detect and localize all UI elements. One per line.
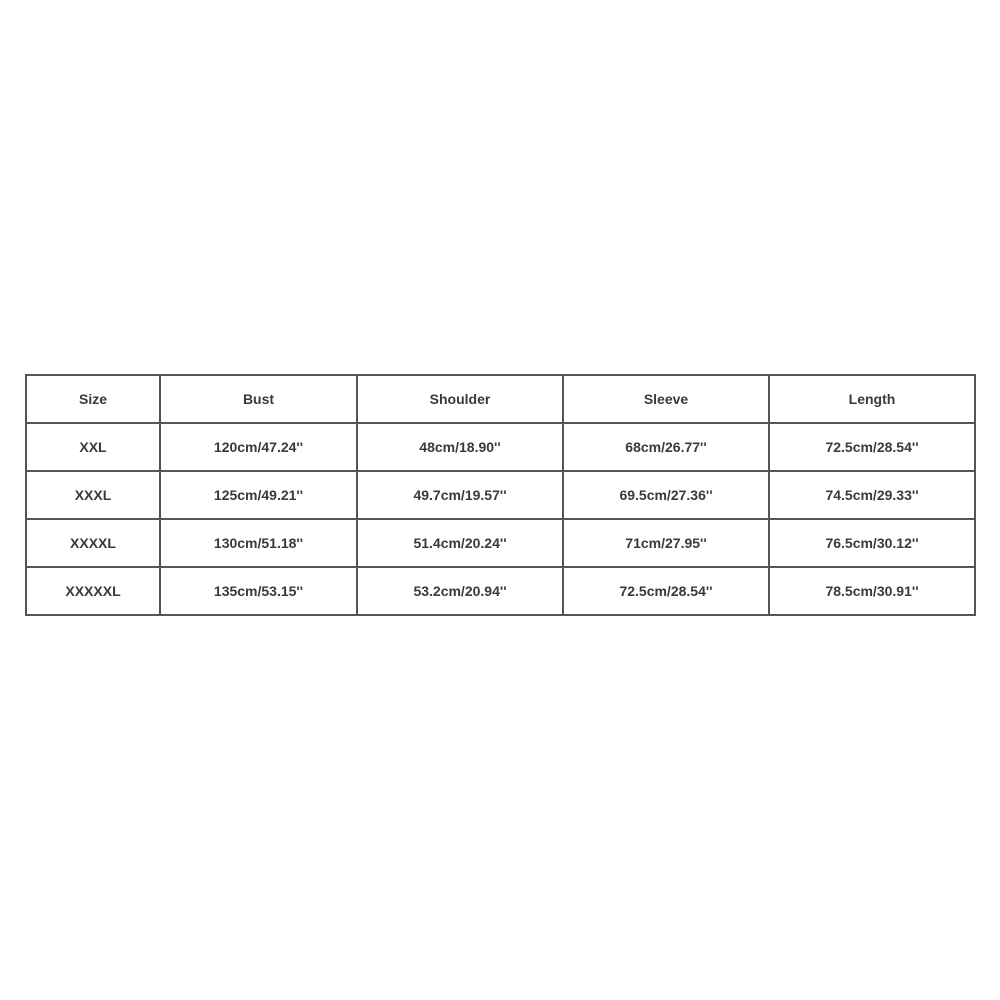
cell-size: XXXL (26, 471, 160, 519)
cell-length: 72.5cm/28.54'' (769, 423, 975, 471)
cell-shoulder: 51.4cm/20.24'' (357, 519, 563, 567)
cell-length: 76.5cm/30.12'' (769, 519, 975, 567)
cell-shoulder: 48cm/18.90'' (357, 423, 563, 471)
table-header-row (26, 375, 975, 423)
cell-shoulder: 49.7cm/19.57'' (357, 471, 563, 519)
cell-size: XXL (26, 423, 160, 471)
cell-bust: 130cm/51.18'' (160, 519, 357, 567)
table-row (26, 567, 975, 615)
size-chart-table (25, 374, 976, 616)
cell-size: XXXXXL (26, 567, 160, 615)
cell-size: XXXXL (26, 519, 160, 567)
header-bust: Bust (160, 375, 357, 423)
table-row (26, 423, 975, 471)
cell-sleeve: 72.5cm/28.54'' (563, 567, 769, 615)
cell-sleeve: 71cm/27.95'' (563, 519, 769, 567)
header-length: Length (769, 375, 975, 423)
header-size: Size (26, 375, 160, 423)
cell-sleeve: 68cm/26.77'' (563, 423, 769, 471)
header-shoulder: Shoulder (357, 375, 563, 423)
cell-length: 74.5cm/29.33'' (769, 471, 975, 519)
cell-bust: 135cm/53.15'' (160, 567, 357, 615)
cell-bust: 125cm/49.21'' (160, 471, 357, 519)
cell-shoulder: 53.2cm/20.94'' (357, 567, 563, 615)
cell-sleeve: 69.5cm/27.36'' (563, 471, 769, 519)
header-sleeve: Sleeve (563, 375, 769, 423)
table-row (26, 471, 975, 519)
cell-bust: 120cm/47.24'' (160, 423, 357, 471)
table-row (26, 519, 975, 567)
cell-length: 78.5cm/30.91'' (769, 567, 975, 615)
